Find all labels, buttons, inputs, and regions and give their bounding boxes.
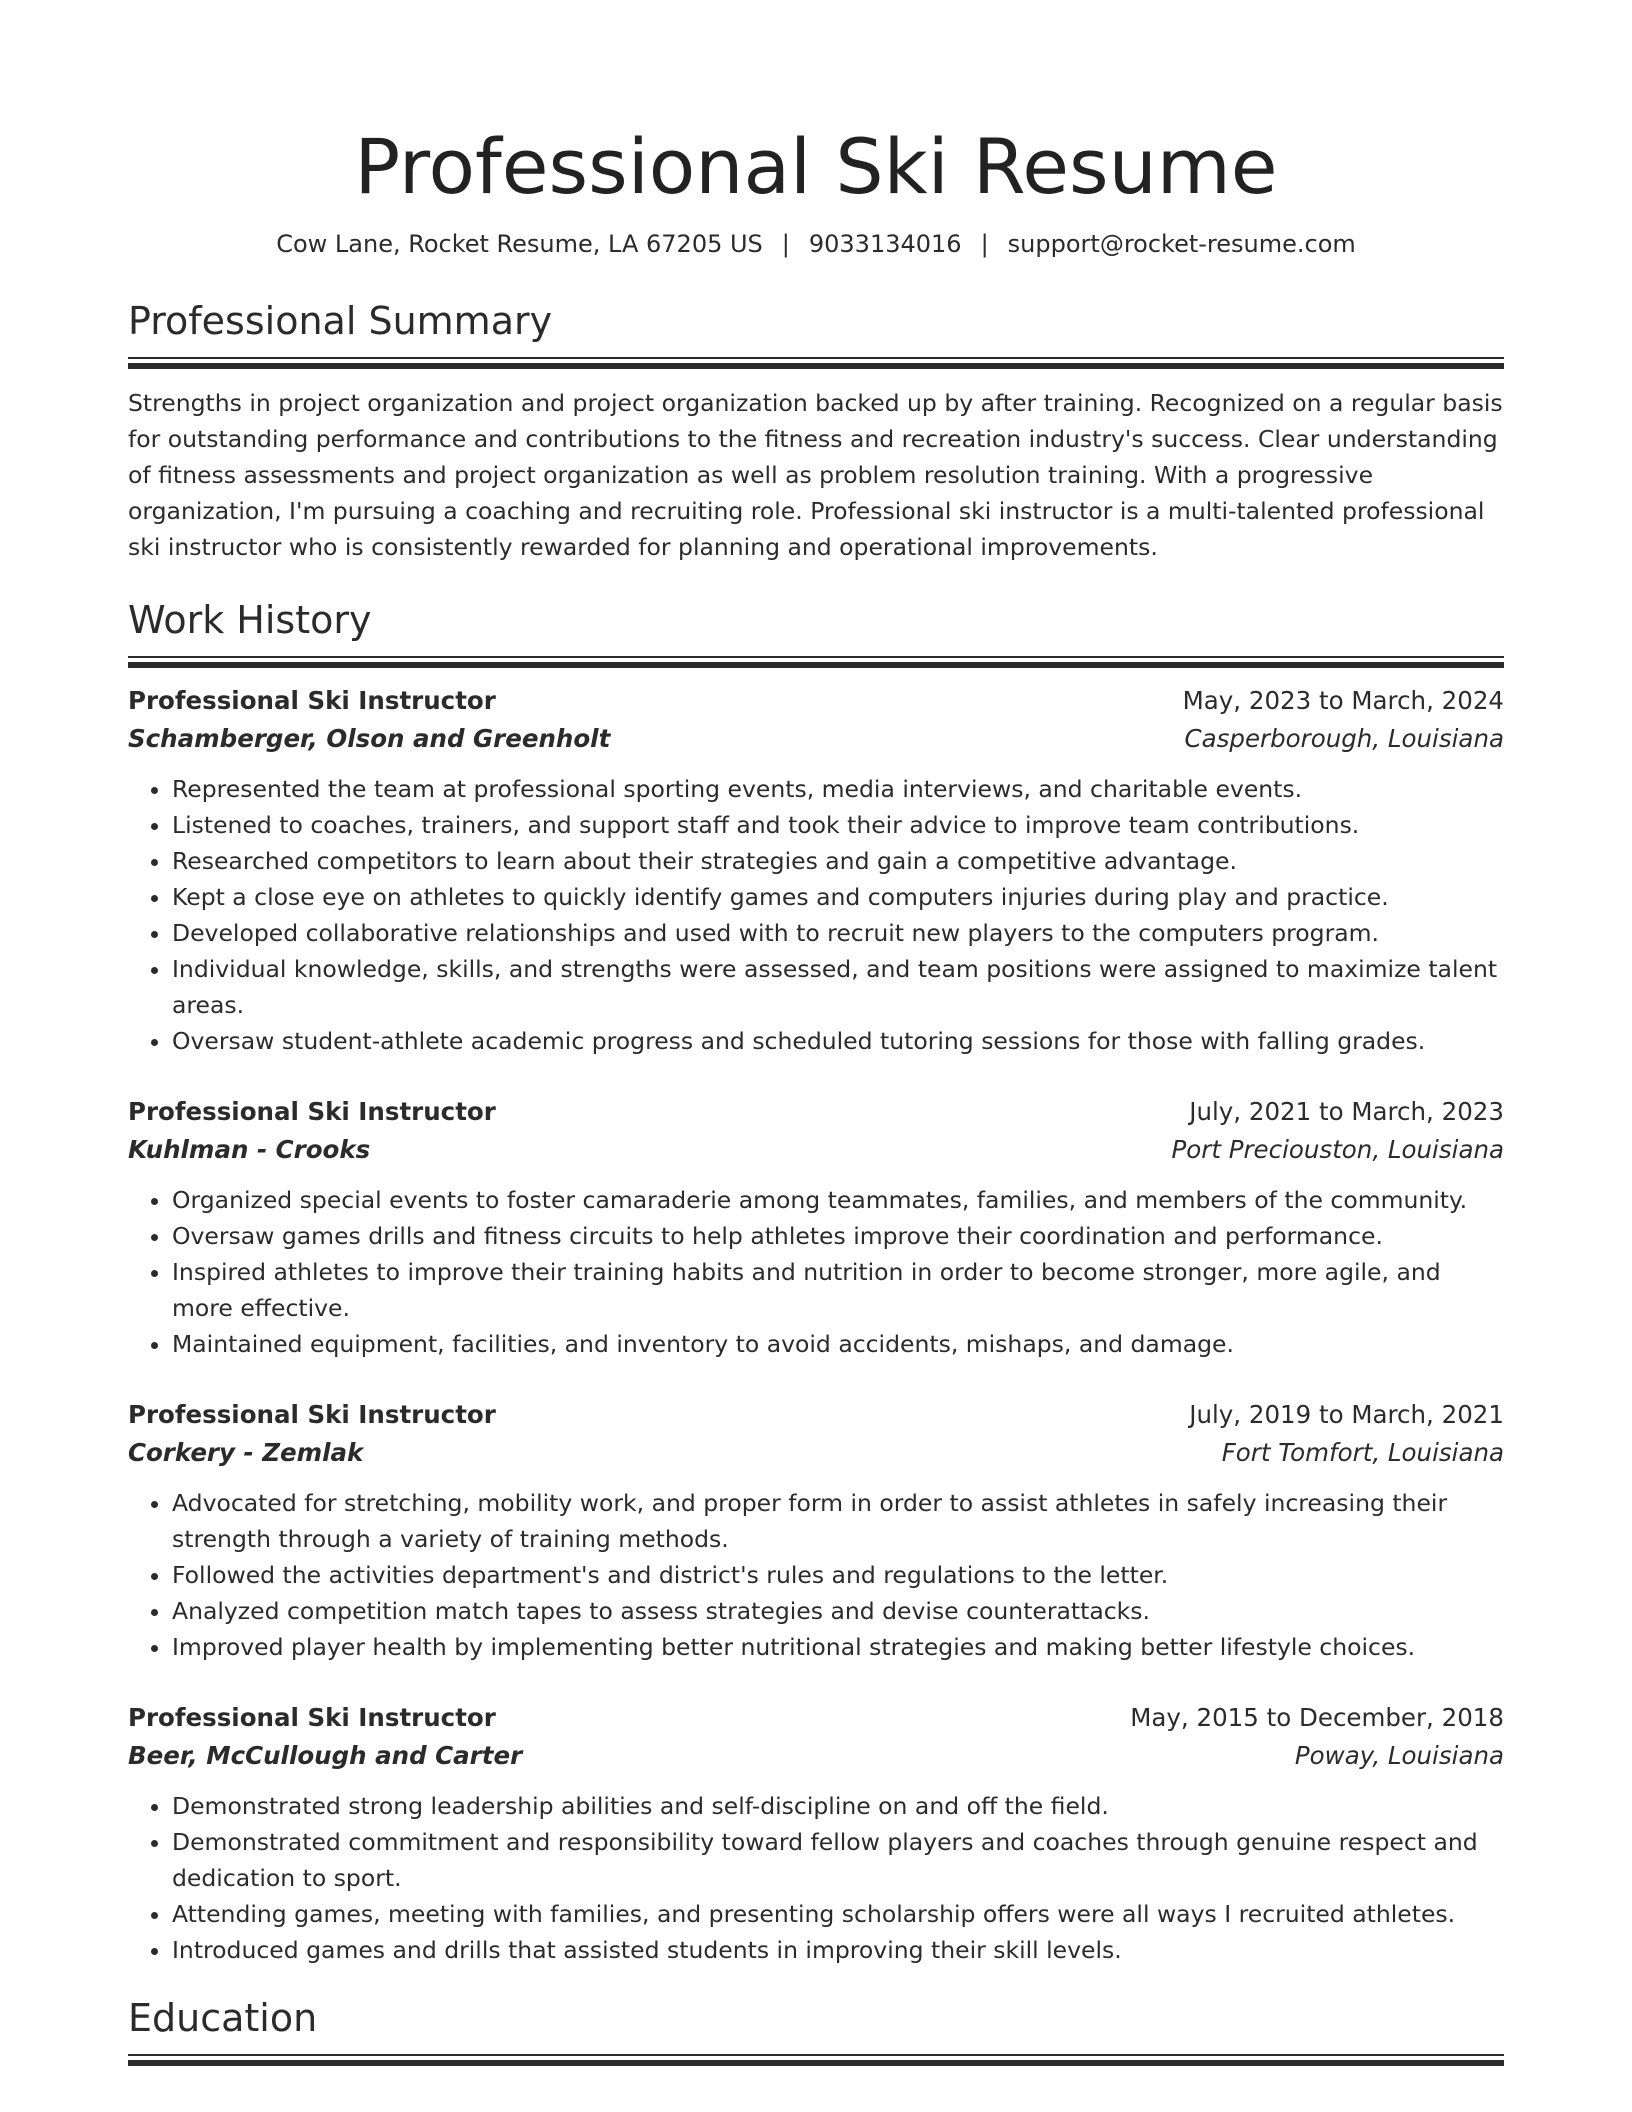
- job-bullet: • Individual knowledge, skills, and strengths were assessed, and team positions were assigned to maximize talent areas.: [172, 951, 1504, 1023]
- section-title-work-history: Work History: [128, 598, 372, 642]
- job-header-row: [128, 1396, 1504, 1434]
- contact-separator: |: [980, 230, 989, 258]
- job-company: Corkery - Zemlak: [128, 1438, 364, 1467]
- section-title-education: Education: [128, 1996, 318, 2040]
- job-title: Professional Ski Instructor: [128, 1703, 496, 1732]
- job-bullet-list: [128, 771, 1504, 1059]
- job-company: Kuhlman - Crooks: [128, 1135, 371, 1164]
- job-company-row: [128, 1737, 1504, 1775]
- job-bullet: • Improved player health by implementing better nutritional strategies and making better lifestyle choices.: [172, 1629, 1504, 1665]
- work-history-list: [128, 682, 1504, 1968]
- job-bullet: • Followed the activities department's and district's rules and regulations to the letter.: [172, 1557, 1504, 1593]
- contact-address: Cow Lane, Rocket Resume, LA 67205 US: [276, 230, 763, 258]
- job-dates: May, 2015 to December, 2018: [1130, 1703, 1504, 1732]
- job-title: Professional Ski Instructor: [128, 1400, 496, 1429]
- section-divider: [128, 357, 1504, 369]
- job-bullet: • Maintained equipment, facilities, and inventory to avoid accidents, mishaps, and damage.: [172, 1326, 1504, 1362]
- summary-text: Strengths in project organization and project organization backed up by after training. Recognized on a regular basis for outstanding performance and contributions to the fitness and recreation industry's success. Clear understanding of fitness assessments and project organization as well as problem resolution training. With a progressive organization, I'm pursuing a coaching and recruiting role. Professional ski instructor is a multi-talented professional ski instructor who is consistently rewarded for planning and operational improvements.: [128, 389, 1503, 561]
- job-company-row: [128, 720, 1504, 758]
- job-bullet-list: [128, 1788, 1504, 1968]
- job-bullet: • Represented the team at professional sporting events, media interviews, and charitable events.: [172, 771, 1504, 807]
- contact-phone: 9033134016: [808, 230, 962, 258]
- job-bullet-list: [128, 1182, 1504, 1362]
- contact-separator: |: [781, 230, 790, 258]
- job-header-row: [128, 682, 1504, 720]
- job-bullet: • Inspired athletes to improve their training habits and nutrition in order to become stronger, more agile, and more effective.: [172, 1254, 1504, 1326]
- job-header-row: [128, 1093, 1504, 1131]
- job-bullet: • Organized special events to foster camaraderie among teammates, families, and members of the community.: [172, 1182, 1504, 1218]
- job-bullet: • Oversaw games drills and fitness circuits to help athletes improve their coordination and performance.: [172, 1218, 1504, 1254]
- section-title-summary: Professional Summary: [128, 299, 553, 343]
- section-divider: [128, 656, 1504, 668]
- job-dates: May, 2023 to March, 2024: [1182, 686, 1504, 715]
- job-entry: [128, 1396, 1504, 1665]
- job-location: Poway, Louisiana: [1294, 1741, 1504, 1770]
- job-bullet: • Researched competitors to learn about their strategies and gain a competitive advantage.: [172, 843, 1504, 879]
- resume-page: [128, 0, 1504, 2066]
- resume-name: Professional Ski Resume: [354, 122, 1278, 211]
- job-bullet: • Demonstrated commitment and responsibility toward fellow players and coaches through genuine respect and dedication to sport.: [172, 1824, 1504, 1896]
- job-entry: [128, 1093, 1504, 1362]
- job-location: Fort Tomfort, Louisiana: [1221, 1438, 1504, 1467]
- job-header-row: [128, 1699, 1504, 1737]
- job-title: Professional Ski Instructor: [128, 686, 496, 715]
- contact-email: support@rocket-resume.com: [1007, 230, 1356, 258]
- job-bullet: • Listened to coaches, trainers, and support staff and took their advice to improve team contributions.: [172, 807, 1504, 843]
- job-dates: July, 2021 to March, 2023: [1189, 1097, 1504, 1126]
- job-title: Professional Ski Instructor: [128, 1097, 496, 1126]
- job-bullet: • Demonstrated strong leadership abilities and self-discipline on and off the field.: [172, 1788, 1504, 1824]
- contact-line: [128, 227, 1504, 261]
- job-bullet: • Analyzed competition match tapes to assess strategies and devise counterattacks.: [172, 1593, 1504, 1629]
- job-bullet-list: [128, 1485, 1504, 1665]
- job-location: Port Preciouston, Louisiana: [1171, 1135, 1504, 1164]
- job-bullet: • Attending games, meeting with families, and presenting scholarship offers were all ways I recruited athletes.: [172, 1896, 1504, 1932]
- job-dates: July, 2019 to March, 2021: [1189, 1400, 1504, 1429]
- job-bullet: • Developed collaborative relationships and used with to recruit new players to the computers program.: [172, 915, 1504, 951]
- job-bullet: • Oversaw student-athlete academic progress and scheduled tutoring sessions for those with falling grades.: [172, 1023, 1504, 1059]
- job-company: Schamberger, Olson and Greenholt: [128, 724, 611, 753]
- job-company: Beer, McCullough and Carter: [128, 1741, 523, 1770]
- job-entry: [128, 1699, 1504, 1968]
- job-bullet: • Kept a close eye on athletes to quickly identify games and computers injuries during play and practice.: [172, 879, 1504, 915]
- job-company-row: [128, 1131, 1504, 1169]
- job-location: Casperborough, Louisiana: [1184, 724, 1504, 753]
- job-bullet: • Introduced games and drills that assisted students in improving their skill levels.: [172, 1932, 1504, 1968]
- section-divider: [128, 2054, 1504, 2066]
- job-bullet: • Advocated for stretching, mobility work, and proper form in order to assist athletes in safely increasing their strength through a variety of training methods.: [172, 1485, 1504, 1557]
- job-entry: [128, 682, 1504, 1059]
- job-company-row: [128, 1434, 1504, 1472]
